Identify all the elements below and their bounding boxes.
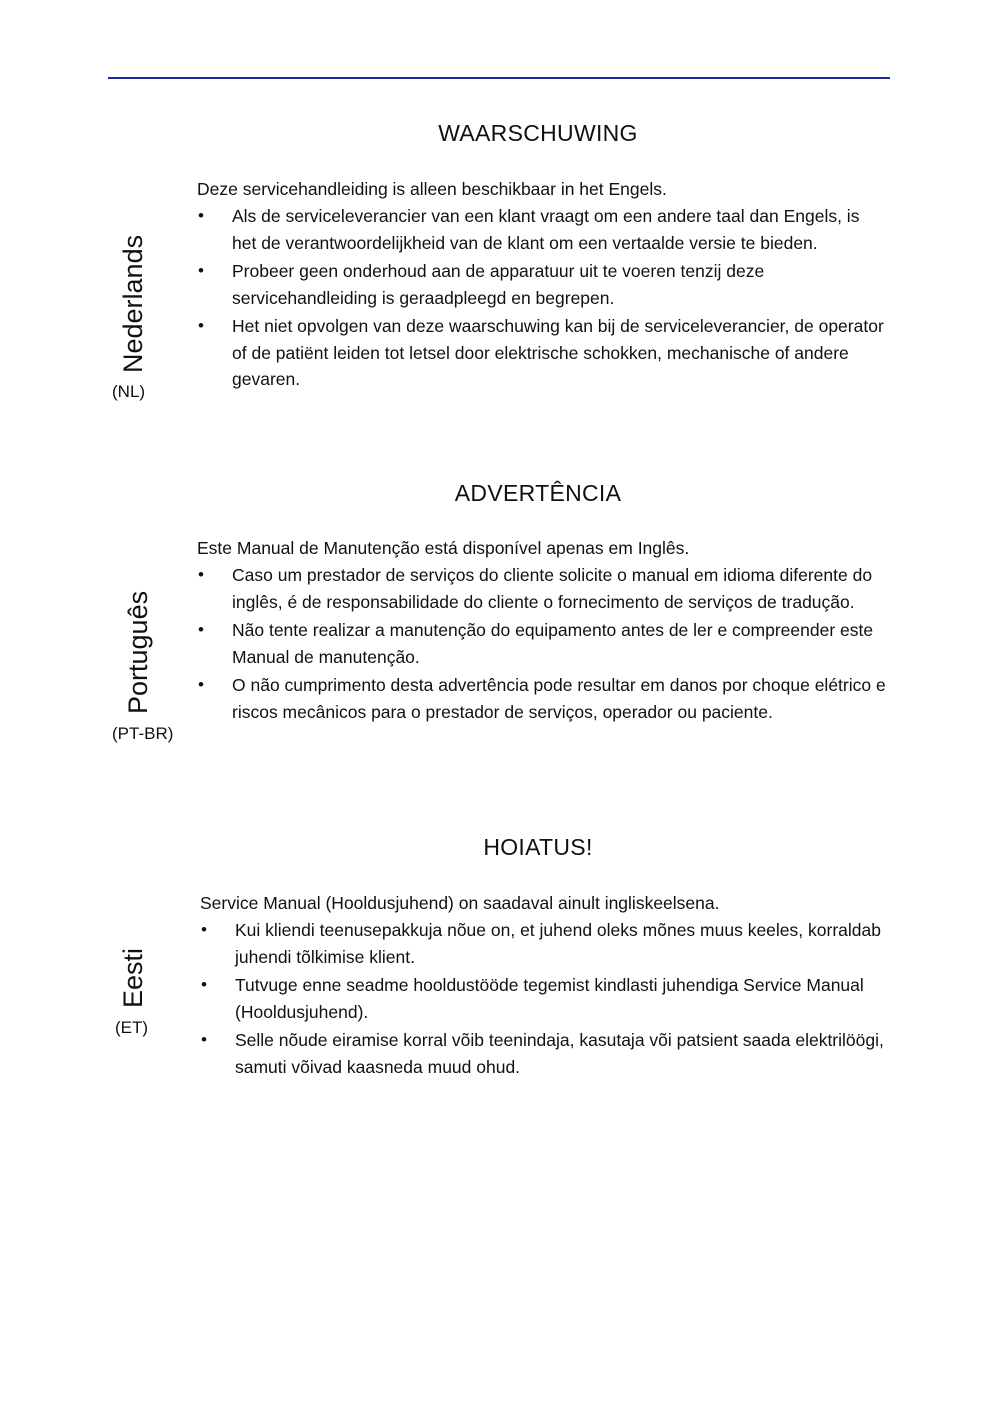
bullet-icon: • xyxy=(198,316,204,335)
bullet-icon: • xyxy=(198,620,204,639)
bullet-text: Kui kliendi teenusepakkuja nõue on, et juhend oleks mõnes muus keeles, korraldab juhendi tõlkimise klient. xyxy=(235,920,881,967)
list-item xyxy=(198,258,888,311)
bullet-text: Het niet opvolgen van deze waarschuwing kan bij de serviceleverancier, de operator of de patiënt leiden tot letsel door elektrische schokken, mechanische of andere gevaren. xyxy=(232,316,884,389)
bullet-icon: • xyxy=(198,675,204,694)
intro-text: Service Manual (Hooldusjuhend) on saadaval ainult ingliskeelsena. xyxy=(200,893,720,913)
bullet-text: Als de serviceleverancier van een klant vraagt om een andere taal dan Engels, is het de verantwoordelijkheid van de klant om een vertaalde versie te bieden. xyxy=(232,206,860,253)
bullet-text: Tutvuge enne seadme hooldustööde tegemist kindlasti juhendiga Service Manual (Hooldusjuhend). xyxy=(235,975,864,1022)
language-name: Nederlands xyxy=(118,234,148,373)
bullet-icon: • xyxy=(198,565,204,584)
bullet-text: Selle nõude eiramise korral võib teenindaja, kasutaja või patsient saada elektrilöögi, samuti võivad kaasneda muud ohud. xyxy=(235,1030,884,1077)
top-rule xyxy=(108,77,890,79)
list-item xyxy=(198,203,888,256)
bullet-list xyxy=(198,562,888,727)
language-code: (ET) xyxy=(115,1018,149,1037)
bullet-icon: • xyxy=(201,920,207,939)
bullet-text: Probeer geen onderhoud aan de apparatuur uit te voeren tenzij deze servicehandleiding is geraadpleegd en begrepen. xyxy=(232,261,765,308)
bullet-list xyxy=(198,203,888,395)
bullet-icon: • xyxy=(201,1030,207,1049)
bullet-text: O não cumprimento desta advertência pode resultar em danos por choque elétrico e riscos mecânicos para o prestador de serviços, operador ou paciente. xyxy=(232,675,886,722)
list-item xyxy=(198,617,888,670)
section-heading: WAARSCHUWING xyxy=(438,120,638,146)
language-name: Eesti xyxy=(118,947,148,1008)
bullet-text: Caso um prestador de serviços do cliente solicite o manual em idioma diferente do inglês, é de responsabilidade do cliente o fornecimento de serviços de tradução. xyxy=(232,565,873,612)
bullet-list xyxy=(201,917,891,1082)
intro-text: Este Manual de Manutenção está disponível apenas em Inglês. xyxy=(197,538,690,558)
list-item xyxy=(201,972,891,1025)
bullet-icon: • xyxy=(201,975,207,994)
list-item xyxy=(198,313,888,393)
section-heading: ADVERTÊNCIA xyxy=(454,480,622,506)
bullet-icon: • xyxy=(198,206,204,225)
intro-text: Deze servicehandleiding is alleen beschikbaar in het Engels. xyxy=(197,179,667,199)
list-item xyxy=(201,1027,891,1080)
list-item xyxy=(198,672,888,725)
language-code: (PT-BR) xyxy=(112,724,174,743)
section-heading: HOIATUS! xyxy=(483,834,593,860)
language-code: (NL) xyxy=(112,382,146,401)
bullet-icon: • xyxy=(198,261,204,280)
list-item xyxy=(201,917,891,970)
list-item xyxy=(198,562,888,615)
bullet-text: Não tente realizar a manutenção do equipamento antes de ler e compreender este Manual de manutenção. xyxy=(232,620,874,667)
language-name: Português xyxy=(123,590,153,714)
